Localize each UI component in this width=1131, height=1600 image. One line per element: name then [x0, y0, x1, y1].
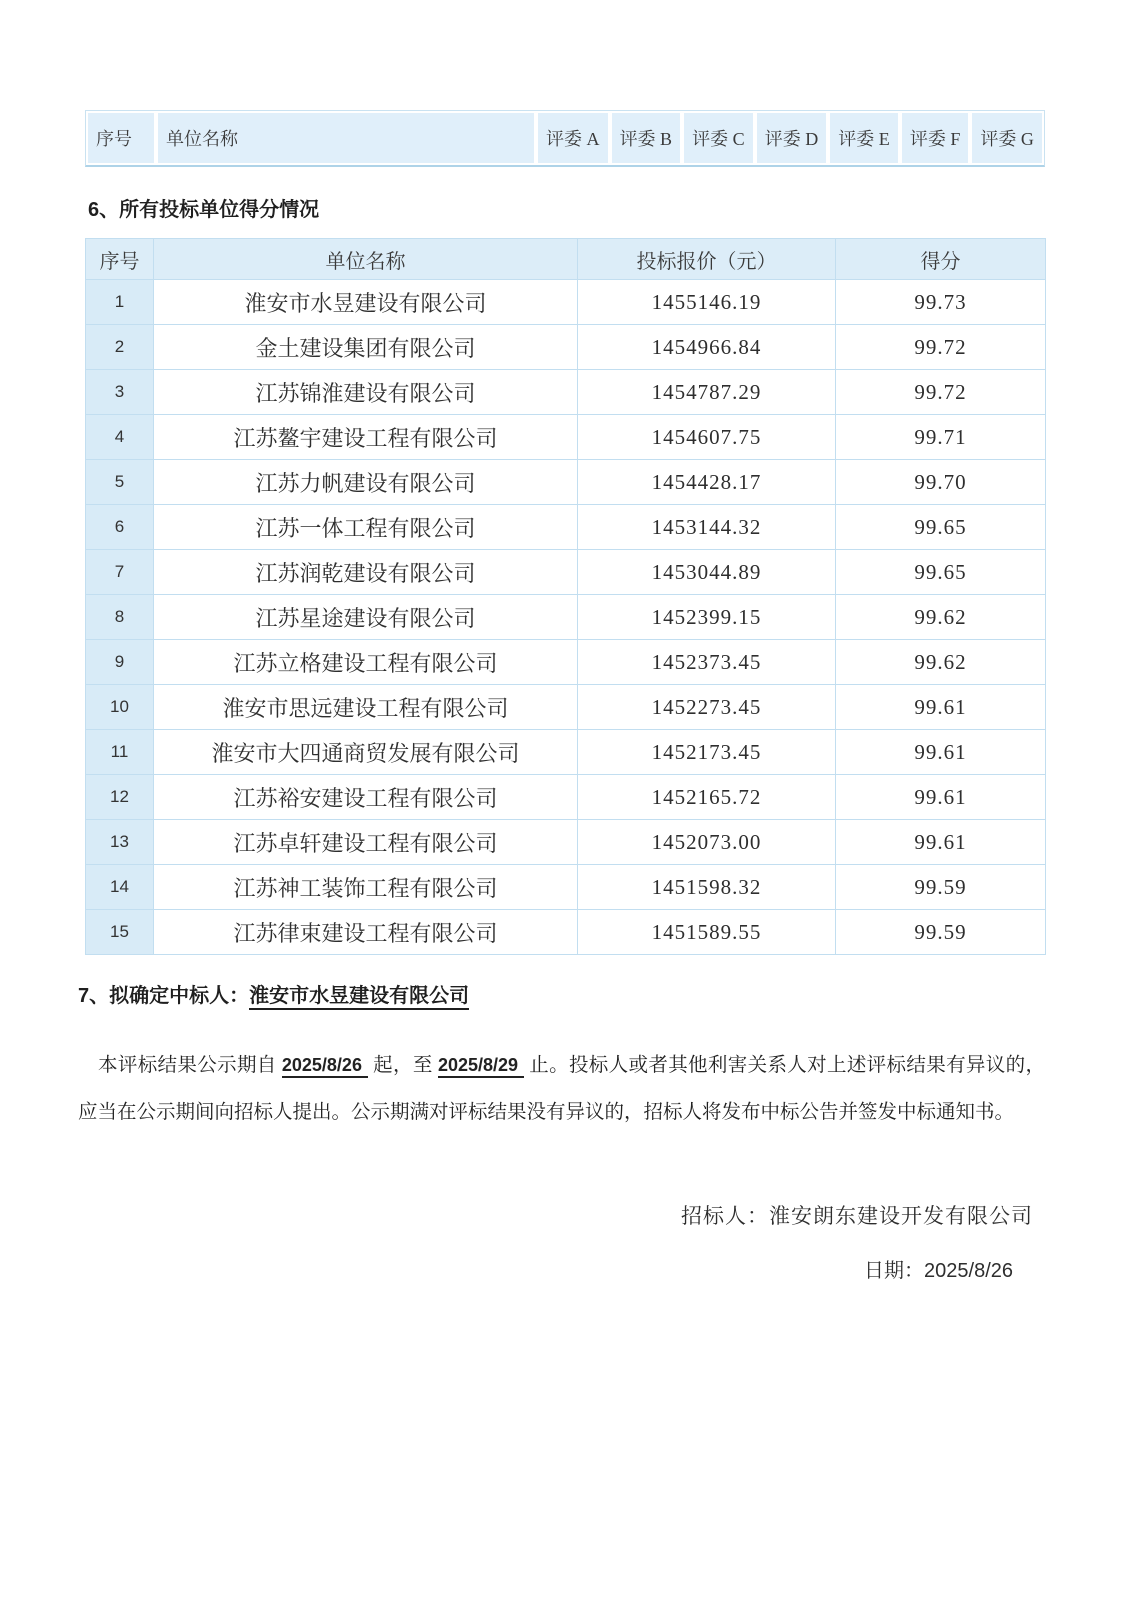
winner-name: 淮安市水昱建设有限公司	[249, 985, 469, 1010]
company-cell: 江苏律束建设工程有限公司	[154, 910, 578, 955]
section7-label: 7、拟确定中标人：	[78, 985, 250, 1007]
table-row	[86, 685, 1046, 730]
seq-cell: 5	[86, 460, 154, 505]
judge-column-header: 评委 D	[755, 111, 829, 165]
notice-part3: 止。投标人或者其他利害关系人对上述评标结果有异议的，应当在公示期间向招标人提出。公示期满对评标结果没有异议的，招标人将发布中标公告并签发中标通知书。	[78, 1055, 1045, 1123]
date-label: 日期：	[864, 1260, 925, 1282]
seq-cell: 1	[86, 280, 154, 325]
price-cell: 1452399.15	[578, 595, 836, 640]
score-table-header-row	[86, 239, 1046, 280]
table-row	[86, 460, 1046, 505]
price-cell: 1452273.45	[578, 685, 836, 730]
seq-cell: 10	[86, 685, 154, 730]
score-cell: 99.61	[836, 730, 1046, 775]
notice-part2: 起，至	[367, 1055, 438, 1076]
company-cell: 江苏神工装饰工程有限公司	[154, 865, 578, 910]
judge-table-seq-header: 序号	[86, 111, 156, 165]
table-row	[86, 910, 1046, 955]
company-cell: 江苏裕安建设工程有限公司	[154, 775, 578, 820]
seq-cell: 2	[86, 325, 154, 370]
price-cell: 1454966.84	[578, 325, 836, 370]
company-cell: 江苏星途建设有限公司	[154, 595, 578, 640]
price-cell: 1452173.45	[578, 730, 836, 775]
price-cell: 1451598.32	[578, 865, 836, 910]
score-cell: 99.59	[836, 910, 1046, 955]
company-cell: 江苏鳌宇建设工程有限公司	[154, 415, 578, 460]
seq-cell: 4	[86, 415, 154, 460]
table-row	[86, 550, 1046, 595]
score-cell: 99.65	[836, 550, 1046, 595]
bidder-line: 招标人：淮安朗东建设开发有限公司	[681, 1204, 1033, 1228]
document-content	[78, 110, 1045, 1283]
price-cell: 1455146.19	[578, 280, 836, 325]
score-header-price: 投标报价（元）	[578, 239, 836, 280]
seq-cell: 9	[86, 640, 154, 685]
table-row	[86, 505, 1046, 550]
score-table	[85, 238, 1046, 955]
seq-cell: 15	[86, 910, 154, 955]
price-cell: 1451589.55	[578, 910, 836, 955]
score-cell: 99.72	[836, 370, 1046, 415]
score-header-name: 单位名称	[154, 239, 578, 280]
company-cell: 淮安市大四通商贸发展有限公司	[154, 730, 578, 775]
company-cell: 江苏锦淮建设有限公司	[154, 370, 578, 415]
price-cell: 1453144.32	[578, 505, 836, 550]
price-cell: 1454428.17	[578, 460, 836, 505]
seq-cell: 11	[86, 730, 154, 775]
company-cell: 江苏卓轩建设工程有限公司	[154, 820, 578, 865]
score-cell: 99.62	[836, 640, 1046, 685]
judge-column-header: 评委 G	[970, 111, 1044, 165]
score-header-seq: 序号	[86, 239, 154, 280]
company-cell: 江苏力帆建设有限公司	[154, 460, 578, 505]
table-row	[86, 595, 1046, 640]
notice-end-date: 2025/8/29	[438, 1055, 524, 1078]
score-cell: 99.65	[836, 505, 1046, 550]
company-cell: 江苏一体工程有限公司	[154, 505, 578, 550]
company-cell: 江苏立格建设工程有限公司	[154, 640, 578, 685]
table-row	[86, 415, 1046, 460]
judge-column-header: 评委 E	[828, 111, 900, 165]
price-cell: 1452073.00	[578, 820, 836, 865]
seq-cell: 8	[86, 595, 154, 640]
notice-start-date: 2025/8/26	[282, 1055, 368, 1078]
seq-cell: 3	[86, 370, 154, 415]
price-cell: 1452165.72	[578, 775, 836, 820]
seq-cell: 7	[86, 550, 154, 595]
company-cell: 金土建设集团有限公司	[154, 325, 578, 370]
notice-paragraph	[78, 1042, 1045, 1136]
seq-cell: 12	[86, 775, 154, 820]
table-row	[86, 280, 1046, 325]
section6-title: 6、所有投标单位得分情况	[88, 199, 320, 221]
table-row	[86, 730, 1046, 775]
score-table-body	[86, 280, 1046, 955]
price-cell: 1454607.75	[578, 415, 836, 460]
table-row	[86, 325, 1046, 370]
table-row	[86, 640, 1046, 685]
judge-column-header: 评委 B	[610, 111, 683, 165]
price-cell: 1454787.29	[578, 370, 836, 415]
company-cell: 淮安市思远建设工程有限公司	[154, 685, 578, 730]
score-cell: 99.71	[836, 415, 1046, 460]
score-cell: 99.70	[836, 460, 1046, 505]
score-cell: 99.72	[836, 325, 1046, 370]
seq-cell: 6	[86, 505, 154, 550]
judge-column-header: 评委 F	[900, 111, 971, 165]
score-cell: 99.61	[836, 820, 1046, 865]
judge-header-row	[86, 111, 1044, 165]
price-cell: 1453044.89	[578, 550, 836, 595]
section7-title	[78, 979, 1045, 1008]
score-cell: 99.59	[836, 865, 1046, 910]
judge-column-header: 评委 A	[536, 111, 610, 165]
score-cell: 99.61	[836, 775, 1046, 820]
score-cell: 99.61	[836, 685, 1046, 730]
price-cell: 1452373.45	[578, 640, 836, 685]
date-value: 2025/8/26	[924, 1260, 1013, 1282]
company-cell: 淮安市水昱建设有限公司	[154, 280, 578, 325]
score-cell: 99.73	[836, 280, 1046, 325]
judge-header-table	[85, 110, 1045, 167]
table-row	[86, 865, 1046, 910]
notice-part1: 本评标结果公示期自	[98, 1055, 282, 1076]
company-cell: 江苏润乾建设有限公司	[154, 550, 578, 595]
judge-column-header: 评委 C	[682, 111, 755, 165]
score-cell: 99.62	[836, 595, 1046, 640]
seq-cell: 14	[86, 865, 154, 910]
table-row	[86, 820, 1046, 865]
seq-cell: 13	[86, 820, 154, 865]
date-line	[78, 1254, 1045, 1283]
judge-table-name-header: 单位名称	[156, 111, 536, 165]
table-row	[86, 775, 1046, 820]
score-header-score: 得分	[836, 239, 1046, 280]
table-row	[86, 370, 1046, 415]
